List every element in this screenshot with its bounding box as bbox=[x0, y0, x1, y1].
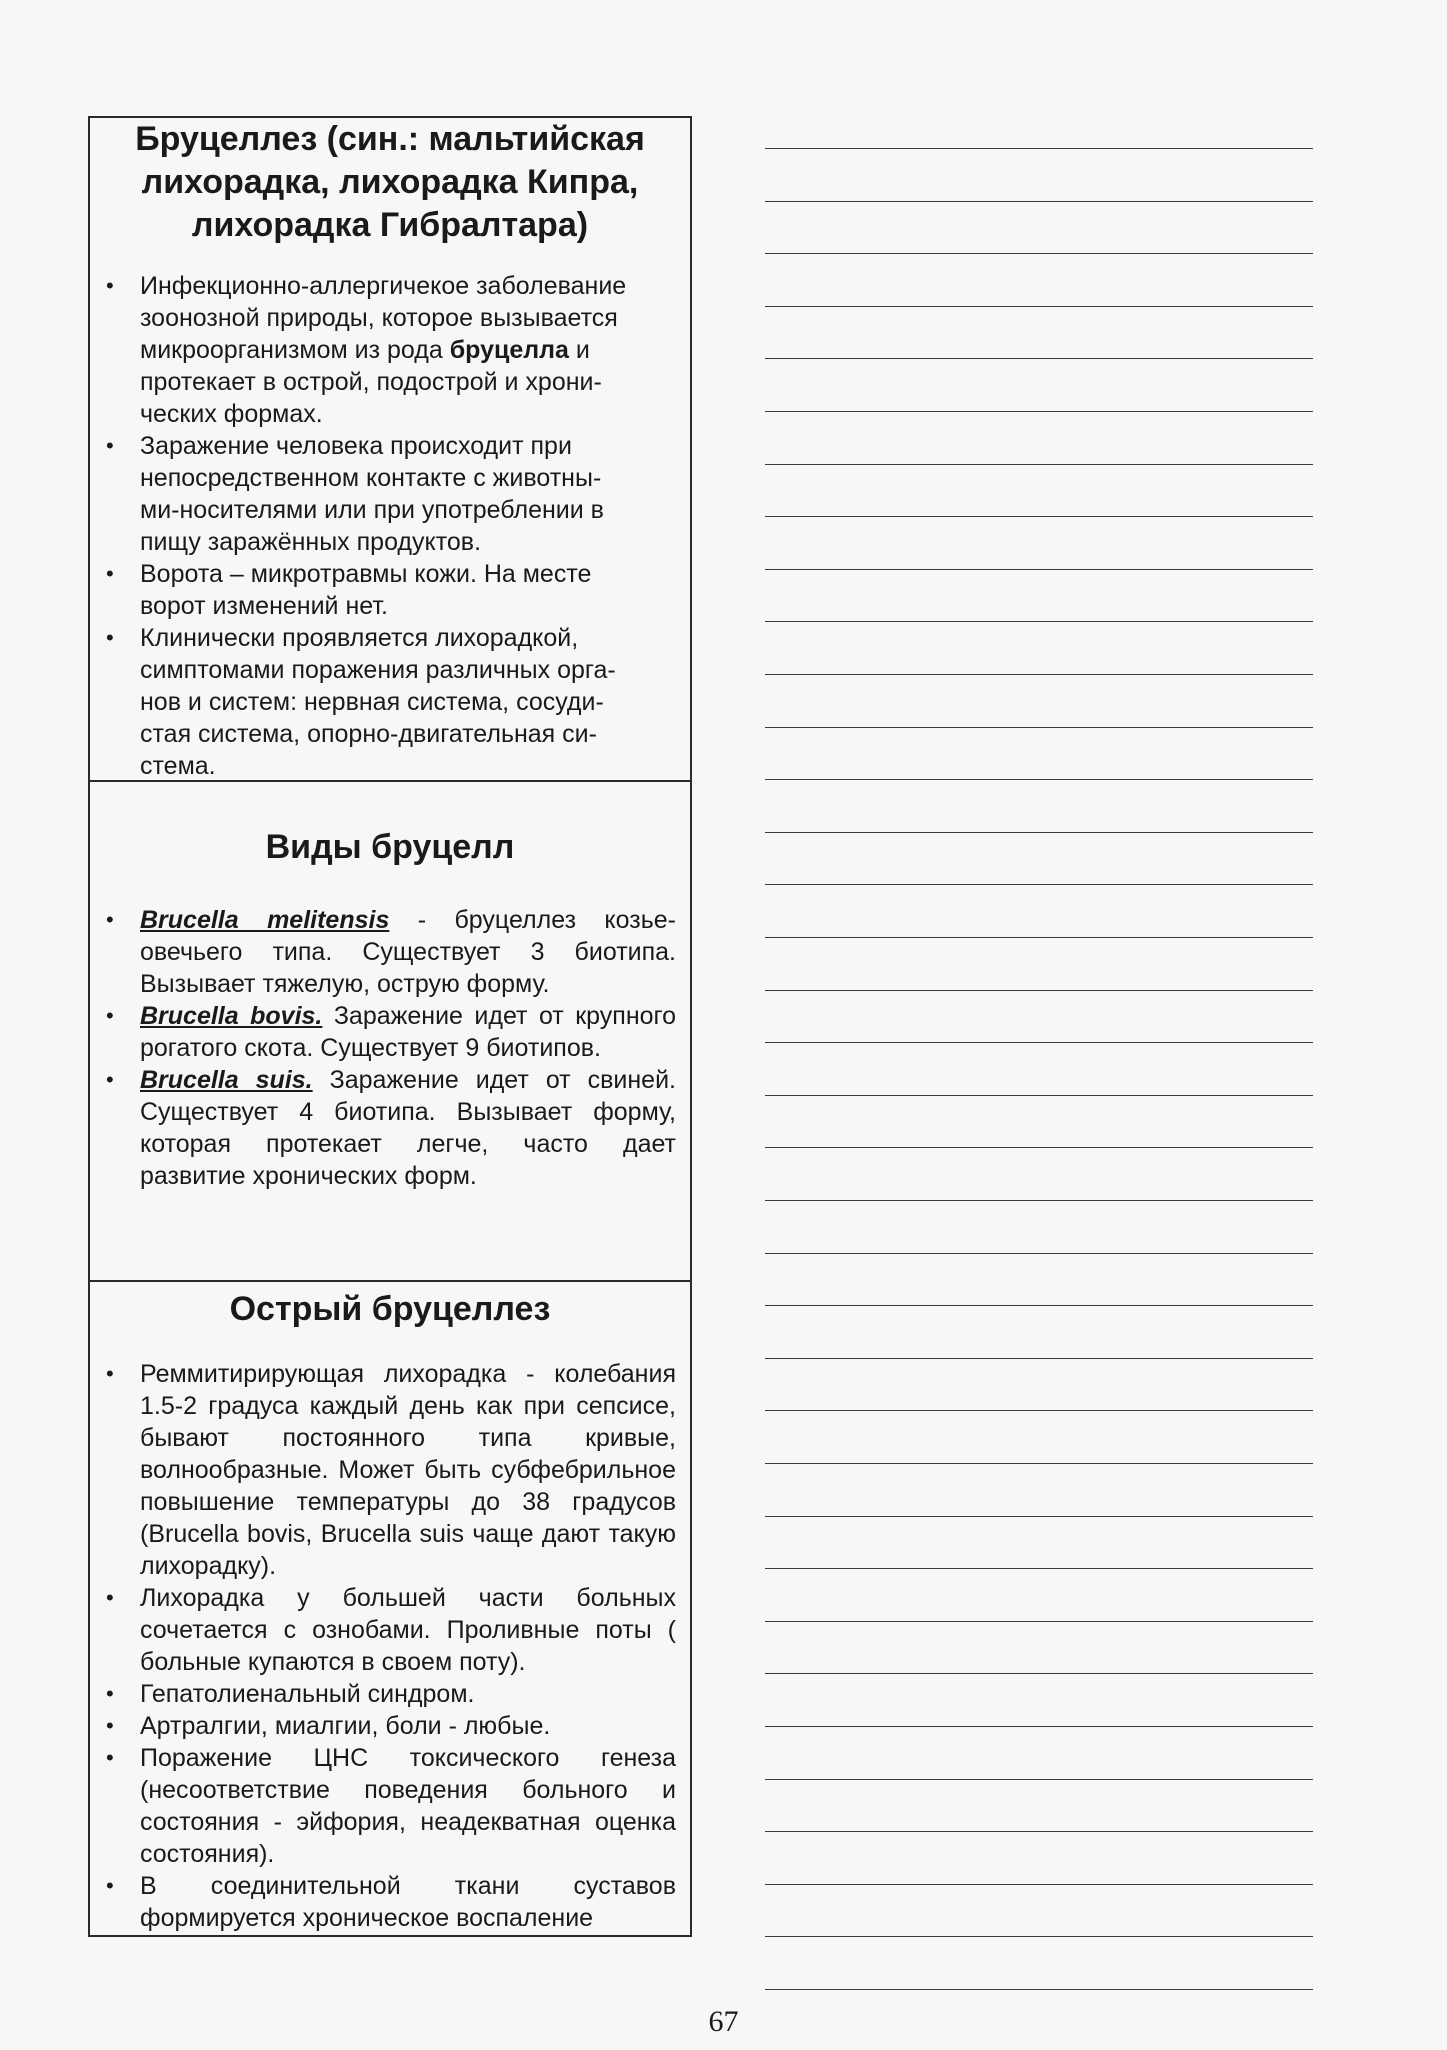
note-line bbox=[765, 832, 1313, 833]
list-item: • Brucella suis. Заражение идет от свиней. Существует 4 биотипа. Вызывает форму, которая протекает легче, часто дает развитие хронических форм. bbox=[106, 1066, 676, 1190]
bullet-icon: • bbox=[106, 1067, 114, 1092]
bullet-icon: • bbox=[106, 1745, 114, 1770]
species-name: Brucella suis. bbox=[140, 1066, 313, 1094]
list-item: • Инфекционно-аллергичекое заболевание зоонозной природы, которое вызывается микроорганизмом из рода бруцелла и протекает в острой, подострой и хрони- ческих формах. bbox=[106, 272, 627, 428]
note-line bbox=[765, 1147, 1313, 1148]
note-line bbox=[765, 1621, 1313, 1622]
note-line bbox=[765, 1042, 1313, 1043]
note-line bbox=[765, 1831, 1313, 1832]
note-line bbox=[765, 937, 1313, 938]
species-name: Brucella bovis. bbox=[140, 1002, 323, 1030]
note-line bbox=[765, 621, 1313, 622]
note-line bbox=[765, 1673, 1313, 1674]
bullet-icon: • bbox=[106, 1713, 114, 1738]
bullet-list bbox=[104, 270, 680, 782]
note-line bbox=[765, 1410, 1313, 1411]
note-line bbox=[765, 1358, 1313, 1359]
note-line bbox=[765, 1095, 1313, 1096]
note-line bbox=[765, 253, 1313, 254]
bullet-icon: • bbox=[106, 273, 114, 298]
note-line bbox=[765, 1200, 1313, 1201]
section-brucella-species bbox=[90, 780, 690, 1280]
note-line bbox=[765, 1936, 1313, 1937]
section-acute-brucellosis bbox=[90, 1280, 690, 1935]
note-line bbox=[765, 990, 1313, 991]
list-item: • Гепатолиенальный синдром. bbox=[106, 1680, 475, 1708]
page-number: 67 bbox=[708, 2005, 739, 2038]
note-line bbox=[765, 148, 1313, 149]
section-brucellosis bbox=[90, 118, 690, 780]
note-line bbox=[765, 727, 1313, 728]
note-line bbox=[765, 884, 1313, 885]
list-item: • Клинически проявляется лихорадкой, симптомами поражения различных орга- нов и систем: нервная система, сосуди- стая система, опорно-двигательная си- стема. bbox=[106, 624, 616, 780]
note-line bbox=[765, 201, 1313, 202]
title-line: лихорадка Гибралтара) bbox=[191, 206, 589, 244]
bullet-icon: • bbox=[106, 1361, 114, 1386]
bullet-icon: • bbox=[106, 1873, 114, 1898]
note-line bbox=[765, 1779, 1313, 1780]
note-line bbox=[765, 779, 1313, 780]
note-line bbox=[765, 1253, 1313, 1254]
list-item: • Артралгии, миалгии, боли - любые. bbox=[106, 1712, 551, 1740]
note-line bbox=[765, 464, 1313, 465]
section-title-brucellosis bbox=[100, 118, 680, 247]
list-item: • Brucella bovis. Заражение идет от крупного рогатого скота. Существует 9 биотипов. bbox=[106, 1002, 676, 1062]
title-line: Бруцеллез (син.: мальтийская bbox=[135, 120, 645, 158]
bullet-icon: • bbox=[106, 1585, 114, 1610]
note-line bbox=[765, 1884, 1313, 1885]
list-item: • Лихорадка у большей части больных сочетается с ознобами. Проливные поты ( больные купаются в своем поту). bbox=[106, 1584, 676, 1676]
note-line bbox=[765, 1305, 1313, 1306]
bullet-icon: • bbox=[106, 433, 114, 458]
list-item: • Brucella melitensis - бруцеллез козье-овечьего типа. Существует 3 биотипа. Вызывает тяжелую, острую форму. bbox=[106, 906, 676, 998]
list-item: • Ворота – микротравмы кожи. На месте ворот изменений нет. bbox=[106, 560, 592, 620]
species-name: Brucella melitensis bbox=[140, 906, 390, 934]
notes-box bbox=[88, 116, 692, 1937]
note-line bbox=[765, 411, 1313, 412]
note-line bbox=[765, 674, 1313, 675]
bullet-list bbox=[104, 1358, 676, 1934]
bullet-icon: • bbox=[106, 561, 114, 586]
note-line bbox=[765, 1516, 1313, 1517]
note-line bbox=[765, 1989, 1313, 1990]
bullet-list bbox=[104, 904, 676, 1192]
list-item: • Поражение ЦНС токсического генеза (несоответствие поведения больного и состояния - эйфория, неадекватная оценка состояния). bbox=[106, 1744, 676, 1868]
section-title-acute: Острый бруцеллез bbox=[229, 1290, 551, 1328]
list-item: • Реммитирирующая лихорадка - колебания 1.5-2 градуса каждый день как при сепсисе, бывают постоянного типа кривые, волнообразные. Может быть субфебрильное повышение температуры до 38 градусов (Brucella bovis, Brucella suis чаще дают такую лихорадку). bbox=[106, 1360, 676, 1580]
bullet-icon: • bbox=[106, 625, 114, 650]
title-line: лихорадка, лихорадка Кипра, bbox=[141, 163, 639, 201]
genus-name: бруцелла bbox=[449, 336, 569, 364]
section-title-species: Виды бруцелл bbox=[265, 828, 515, 866]
list-item: • В соединительной ткани суставов формируется хроническое воспаление bbox=[106, 1872, 676, 1932]
note-line bbox=[765, 1463, 1313, 1464]
bullet-icon: • bbox=[106, 1681, 114, 1706]
note-line bbox=[765, 1726, 1313, 1727]
note-line bbox=[765, 569, 1313, 570]
note-line bbox=[765, 358, 1313, 359]
bullet-icon: • bbox=[106, 907, 114, 932]
list-item: • Заражение человека происходит при непосредственном контакте с животны- ми-носителями или при употреблении в пищу заражённых продуктов. bbox=[106, 432, 604, 556]
note-line bbox=[765, 1568, 1313, 1569]
note-line bbox=[765, 516, 1313, 517]
bullet-icon: • bbox=[106, 1003, 114, 1028]
note-line bbox=[765, 306, 1313, 307]
